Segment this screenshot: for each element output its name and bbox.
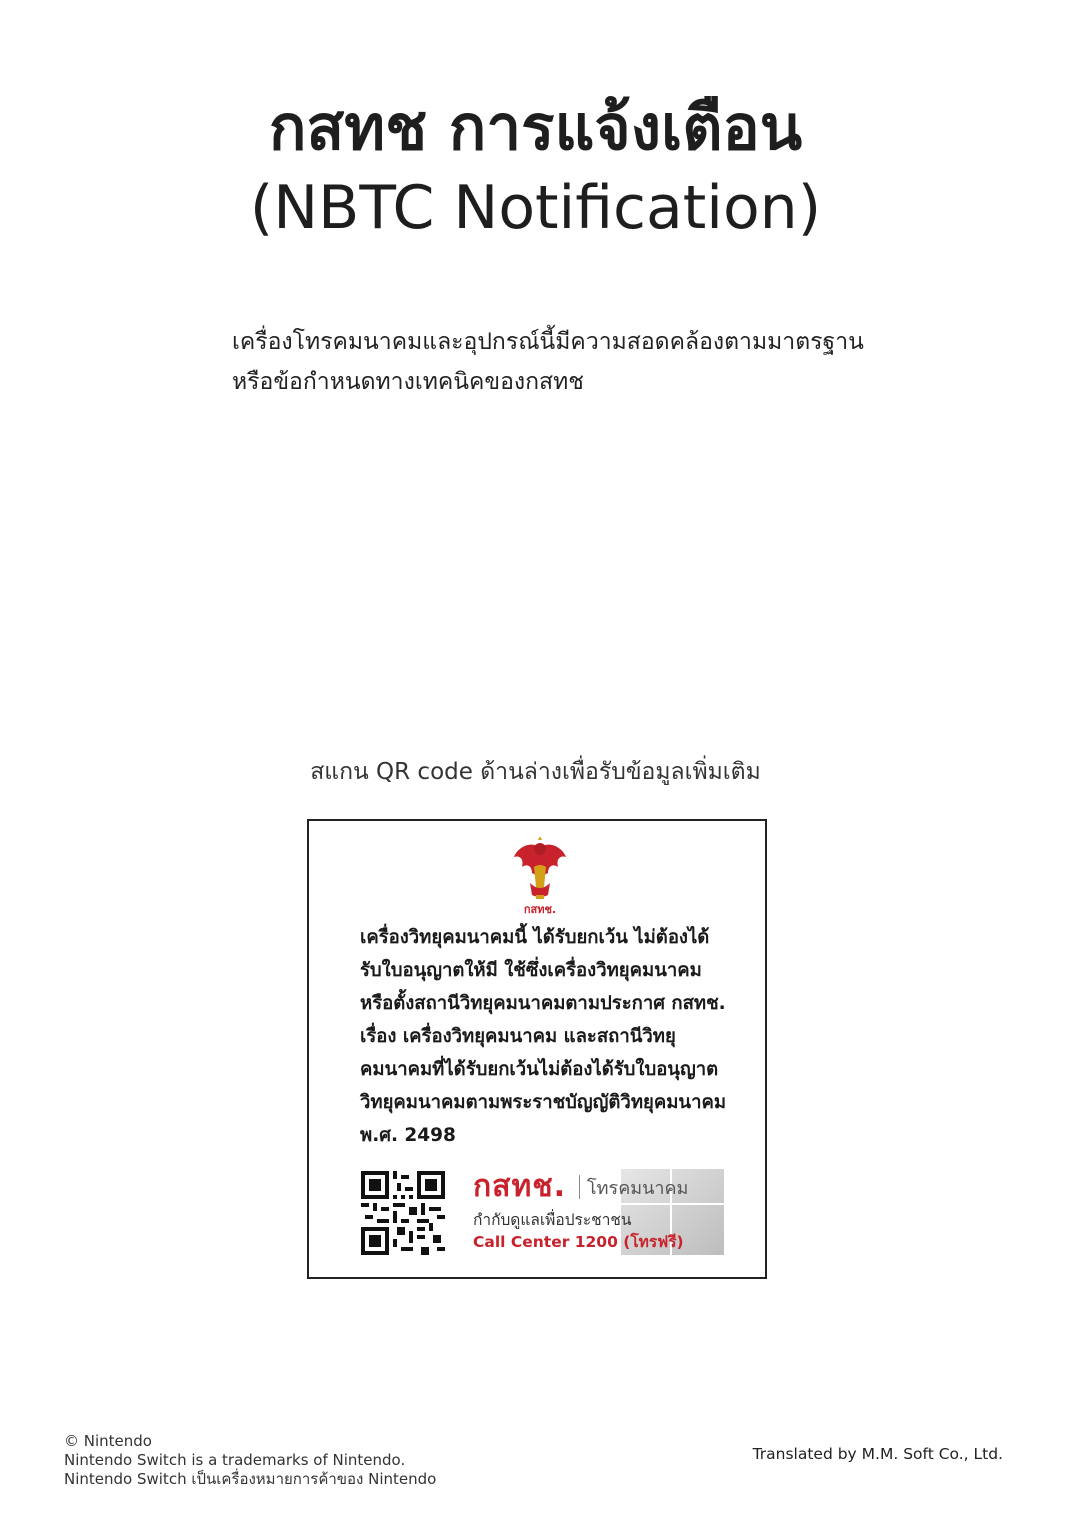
scan-prompt: สแกน QR code ด้านล่างเพื่อรับข้อมูลเพิ่มเติม (310, 759, 761, 785)
call-center: Call Center 1200 (โทรฟรี) (473, 1233, 684, 1251)
notice-line: คมนาคมที่ได้รับยกเว้นไม่ต้องได้รับใบอนุญาต (360, 1059, 719, 1080)
brand-tagline: กำกับดูแลเพื่อประชาชน (473, 1211, 632, 1229)
page-title-thai: กสทช การแจ้งเตือน (268, 91, 803, 164)
notice-line: หรือตั้งสถานีวิทยุคมนาคมตามประกาศ กสทช. (360, 993, 726, 1014)
notice-line: วิทยุคมนาคมตามพระราชบัญญัติวิทยุคมนาคม (360, 1092, 727, 1113)
intro-line-2: หรือข้อกำหนดทางเทคนิคของกสทช (232, 369, 584, 395)
emblem-caption: กสทช. (523, 903, 557, 916)
notice-text (360, 921, 740, 1152)
trademark-english: Nintendo Switch is a trademarks of Nintendo. (64, 1451, 406, 1469)
garuda-emblem-icon (512, 837, 568, 917)
notice-line: รับใบอนุญาตให้มี ใช้ซึ่งเครื่องวิทยุคมนาคม (360, 960, 702, 981)
intro-paragraph (232, 322, 872, 402)
brand-divider (579, 1175, 580, 1199)
notice-line: เครื่องวิทยุคมนาคมนี้ ได้รับยกเว้น ไม่ต้องได้ (360, 927, 710, 948)
copyright-line: © Nintendo (64, 1432, 152, 1450)
qr-code-icon[interactable] (361, 1171, 445, 1255)
notice-line: เรื่อง เครื่องวิทยุคมนาคม และสถานีวิทยุ (360, 1026, 676, 1047)
nbtc-brand-panel (471, 1169, 724, 1255)
notice-line: พ.ศ. 2498 (360, 1125, 456, 1146)
nbtc-logo: กสทช. (473, 1169, 567, 1204)
page-title-english: (NBTC Notification) (249, 173, 822, 243)
translated-by: Translated by M.M. Soft Co., Ltd. (752, 1445, 1003, 1463)
trademark-thai: Nintendo Switch เป็นเครื่องหมายการค้าของ Nintendo (64, 1470, 437, 1488)
brand-subtitle: โทรคมนาคม (587, 1178, 689, 1199)
footer-copyright (64, 1432, 436, 1489)
intro-line-1: เครื่องโทรคมนาคมและอุปกรณ์นี้มีความสอดคล้องตามมาตรฐาน (232, 329, 864, 355)
nbtc-notice-label (307, 819, 767, 1279)
